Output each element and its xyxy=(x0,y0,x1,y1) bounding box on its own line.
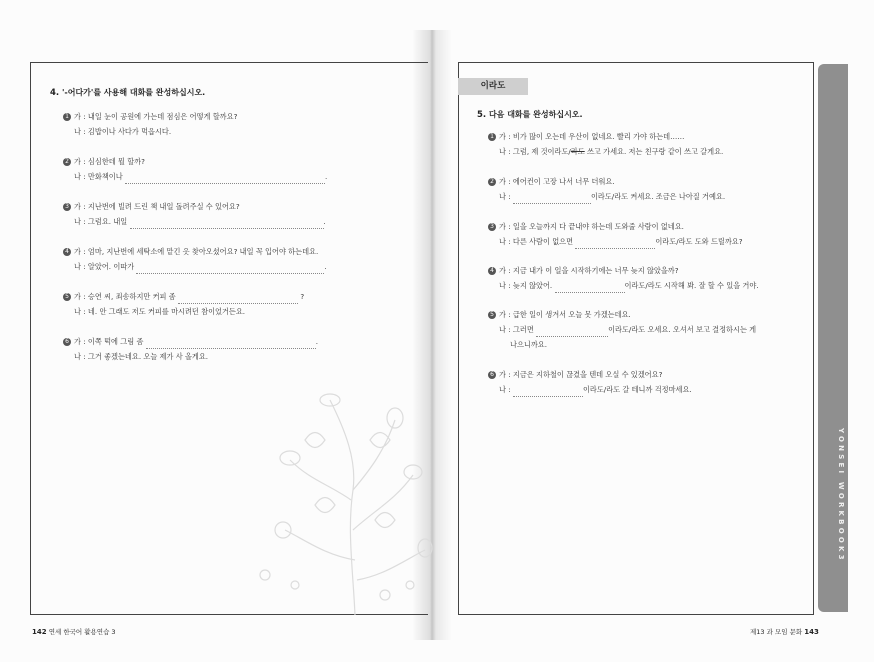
ga-line xyxy=(63,109,237,124)
na-line xyxy=(63,259,327,274)
right-item-4 xyxy=(488,263,759,293)
question-instruction: 다음 대화를 완성하십시오. xyxy=(488,110,583,119)
ga-line xyxy=(63,199,326,214)
na-text: 나 : xyxy=(499,192,511,201)
item-number-badge: 5 xyxy=(63,293,71,301)
answer-blank[interactable] xyxy=(536,328,608,337)
ga-text: 가 : 심심한데 뭘 할까? xyxy=(74,157,145,166)
item-number-badge: 6 xyxy=(63,338,71,346)
chapter-title: 제13 과 모임 문화 xyxy=(750,628,803,636)
question-5-title xyxy=(477,109,583,120)
left-footer xyxy=(32,627,116,636)
na-text-continued: 이라도/라도 갈 테니까 걱정마세요. xyxy=(582,385,692,394)
question-instruction: '-어다가'를 사용해 대화를 완성하십시오. xyxy=(61,88,206,97)
item-number-badge: 4 xyxy=(488,267,496,275)
item-number-badge: 3 xyxy=(63,203,71,211)
na-text: 나 : 네. 안 그래도 저도 커피를 마시려던 참이었거든요. xyxy=(74,307,246,316)
ga-line xyxy=(488,219,743,234)
answer-blank[interactable] xyxy=(513,388,583,397)
na-line xyxy=(488,278,759,293)
na-line xyxy=(63,349,318,364)
ga-line xyxy=(488,174,725,189)
book-title: 연세 한국어 활용연습 3 xyxy=(48,628,116,636)
ga-text: 가 : 급한 일이 생겨서 오늘 못 가겠는데요. xyxy=(499,310,631,319)
na-line xyxy=(488,322,756,337)
na-line xyxy=(63,304,304,319)
ga-suffix: ? xyxy=(300,292,305,301)
left-item-1 xyxy=(63,109,237,139)
ga-line xyxy=(488,129,723,144)
ga-line xyxy=(63,244,327,259)
na-line xyxy=(488,189,725,204)
na-text: 나 : 알았어. 이따가 xyxy=(74,262,135,271)
ga-text: 가 : 엄마, 지난번에 세탁소에 맡긴 옷 찾아오셨어요? 내일 꼭 입어야 하는데요. xyxy=(74,247,319,256)
na-text-continued: 쓰고 가세요. 저는 친구랑 같이 쓰고 갈게요. xyxy=(584,147,724,156)
na-text: 나 : 다른 사람이 없으면 xyxy=(499,237,574,246)
ga-text: 가 : 지금 내가 이 일을 시작하기에는 너무 늦지 않았을까? xyxy=(499,266,679,275)
na-text: 나 : 그거 좋겠는네요. 오늘 제가 사 올게요. xyxy=(74,352,209,361)
section-label: 이라도 xyxy=(458,78,528,95)
struck-out-text: 라도 xyxy=(570,147,585,156)
answer-blank[interactable] xyxy=(146,340,316,349)
page-number: 143 xyxy=(804,628,819,636)
na-text: 나 : 그럼요. 내일 xyxy=(74,217,128,226)
ga-line xyxy=(63,289,304,304)
na-line xyxy=(488,144,723,159)
ga-text: 가 : 승연 씨, 죄송하지만 커피 좀 xyxy=(74,292,176,301)
na-text: 나 : 늦지 않았어. xyxy=(499,281,553,290)
item-number-badge: 2 xyxy=(488,178,496,186)
right-item-3 xyxy=(488,219,743,249)
left-item-4 xyxy=(63,244,327,274)
ga-line xyxy=(488,367,692,382)
right-item-5 xyxy=(488,307,756,352)
left-item-6 xyxy=(63,334,318,364)
right-item-2 xyxy=(488,174,725,204)
item-number-badge: 1 xyxy=(63,113,71,121)
na-text: 나 : 그럼, 제 것이라도/ xyxy=(499,147,571,156)
plant-illustration xyxy=(235,380,435,615)
answer-blank[interactable] xyxy=(555,284,625,293)
na-text-wrap: 나으니까요. xyxy=(510,340,548,349)
na-text-continued: 이라도/라도 켜세요. 조금은 나아질 거예요. xyxy=(590,192,726,201)
na-suffix: . xyxy=(324,172,328,181)
na-line xyxy=(488,234,743,249)
left-item-3 xyxy=(63,199,326,229)
na-line-2 xyxy=(488,337,756,352)
answer-blank[interactable] xyxy=(178,295,298,304)
answer-blank[interactable] xyxy=(125,175,325,184)
na-text: 나 : 김밥이나 사다가 먹읍시다. xyxy=(74,127,172,136)
na-line xyxy=(63,214,326,229)
na-text-continued: 이라도/라도 시작해 봐. 잘 할 수 있을 거야. xyxy=(624,281,759,290)
ga-text: 가 : 이쪽 떡에 그림 좀 xyxy=(74,337,144,346)
item-number-badge: 2 xyxy=(63,158,71,166)
ga-text: 가 : 일을 오늘까지 다 끝내야 하는데 도와줄 사람이 없네요. xyxy=(499,222,684,231)
na-text: 나 : xyxy=(499,385,511,394)
side-tab-label: YONSEI WORKBOOK3 xyxy=(837,428,845,563)
na-suffix: . xyxy=(323,217,326,226)
right-footer xyxy=(750,627,819,636)
ga-suffix: . xyxy=(315,337,318,346)
item-number-badge: 4 xyxy=(63,248,71,256)
question-number: 4. xyxy=(50,88,60,98)
left-item-2 xyxy=(63,154,327,184)
item-number-badge: 6 xyxy=(488,371,496,379)
na-text-continued: 이라도/라도 오세요. 오셔서 보고 결정하시는 게 xyxy=(608,325,757,334)
item-number-badge: 1 xyxy=(488,133,496,141)
na-line xyxy=(63,124,237,139)
answer-blank[interactable] xyxy=(130,220,324,229)
na-line xyxy=(488,382,692,397)
ga-text: 가 : 에어컨이 고장 나서 너무 더워요. xyxy=(499,177,615,186)
answer-blank[interactable] xyxy=(136,265,324,274)
answer-blank[interactable] xyxy=(513,195,591,204)
ga-line xyxy=(63,334,318,349)
na-text: 나 : 만화책이나 xyxy=(74,172,123,181)
na-text-continued: 이라도/라도 도와 드릴까요? xyxy=(655,237,743,246)
na-text: 나 : 그러면 xyxy=(499,325,534,334)
ga-line xyxy=(488,307,756,322)
right-item-6 xyxy=(488,367,692,397)
answer-blank[interactable] xyxy=(575,240,655,249)
na-line xyxy=(63,169,327,184)
question-4-title xyxy=(50,87,205,98)
right-item-1 xyxy=(488,129,723,159)
item-number-badge: 5 xyxy=(488,311,496,319)
ga-text: 가 : 비가 많이 오는데 우산이 없네요. 빨리 가야 하는데…… xyxy=(499,132,685,141)
page-number: 142 xyxy=(32,628,47,636)
ga-text: 가 : 지금은 지하철이 끊겼을 텐데 오실 수 있겠어요? xyxy=(499,370,663,379)
left-item-5 xyxy=(63,289,304,319)
ga-text: 가 : 내일 눈이 공원에 가는데 점심은 어떻게 할까요? xyxy=(74,112,238,121)
na-suffix: . xyxy=(324,262,327,271)
ga-text: 가 : 지난번에 빌려 드린 책 내일 돌려주실 수 있어요? xyxy=(74,202,240,211)
item-number-badge: 3 xyxy=(488,223,496,231)
ga-line xyxy=(63,154,327,169)
ga-line xyxy=(488,263,759,278)
question-number: 5. xyxy=(477,110,487,120)
